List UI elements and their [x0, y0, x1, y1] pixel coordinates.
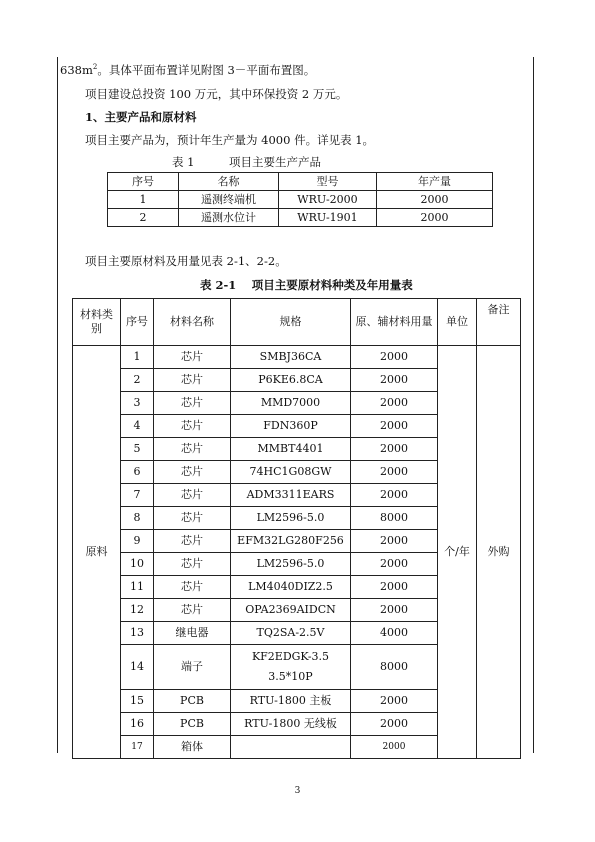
material-name-cell: 芯片: [154, 484, 231, 507]
row-number-cell: 13: [121, 622, 154, 645]
quantity-cell: 2000: [351, 392, 438, 415]
products-paragraph: 项目主要产品为，预计年生产量为 4000 件。详见表 1。: [85, 133, 375, 147]
page-number: 3: [294, 786, 301, 796]
spec-cell: [231, 736, 351, 759]
spec-cell: MMBT4401: [231, 438, 351, 461]
spec-cell: RTU-1800 主板: [231, 690, 351, 713]
table-cell: WRU-2000: [279, 191, 377, 209]
material-name-cell: PCB: [154, 713, 231, 736]
header-cell: 名称: [179, 173, 279, 191]
quantity-cell: 2000: [351, 553, 438, 576]
header-cell: 材料名称: [154, 299, 231, 346]
spec-cell: LM2596-5.0: [231, 553, 351, 576]
table-cell: 2000: [377, 209, 493, 227]
materials-paragraph: 项目主要原材料及用量见表 2-1、2-2。: [85, 254, 287, 268]
table-header-row: [108, 173, 493, 191]
spec-cell: LM4040DIZ2.5: [231, 576, 351, 599]
row-number-cell: 11: [121, 576, 154, 599]
header-cell: 型号: [279, 173, 377, 191]
spec-cell: P6KE6.8CA: [231, 369, 351, 392]
table-row: [73, 346, 521, 369]
row-number-cell: 4: [121, 415, 154, 438]
row-number-cell: 7: [121, 484, 154, 507]
table-cell: WRU-1901: [279, 209, 377, 227]
materials-table: [72, 298, 521, 759]
spec-cell: [231, 645, 351, 690]
table-cell: 2000: [377, 191, 493, 209]
quantity-cell: 2000: [351, 461, 438, 484]
row-number-cell: 8: [121, 507, 154, 530]
row-number-cell: 10: [121, 553, 154, 576]
header-cell: 原、辅材料用量: [351, 299, 438, 346]
quantity-cell: 2000: [351, 690, 438, 713]
quantity-cell: 2000: [351, 736, 438, 759]
row-number-cell: 5: [121, 438, 154, 461]
material-name-cell: 芯片: [154, 369, 231, 392]
material-name-cell: 端子: [154, 645, 231, 690]
spec-cell: EFM32LG280F256: [231, 530, 351, 553]
row-number-cell: 2: [121, 369, 154, 392]
spec-cell: ADM3311EARS: [231, 484, 351, 507]
row-number-cell: 12: [121, 599, 154, 622]
material-name-cell: 芯片: [154, 553, 231, 576]
quantity-cell: 2000: [351, 369, 438, 392]
quantity-cell: 2000: [351, 484, 438, 507]
material-name-cell: 芯片: [154, 599, 231, 622]
row-number-cell: 16: [121, 713, 154, 736]
table-header-row: [73, 299, 521, 346]
table1-caption: 表 1 项目主要生产产品: [172, 155, 321, 169]
spec-line: KF2EDGK-3.5: [251, 650, 330, 663]
row-number-cell: 14: [121, 645, 154, 690]
spec-cell: LM2596-5.0: [231, 507, 351, 530]
area-line: $638m^2$。具体平面布置详见附图 3－平面布置图。: [60, 63, 316, 77]
quantity-cell: 8000: [351, 645, 438, 690]
material-name-cell: 芯片: [154, 461, 231, 484]
table-cell: 2: [108, 209, 179, 227]
material-name-cell: 芯片: [154, 346, 231, 369]
table-cell: 遥测终端机: [179, 191, 279, 209]
header-cell: 年产量: [377, 173, 493, 191]
header-cell: 备注: [477, 299, 521, 346]
spec-cell: TQ2SA-2.5V: [231, 622, 351, 645]
table-row: [108, 191, 493, 209]
row-number-cell: 1: [121, 346, 154, 369]
spec-cell: FDN360P: [231, 415, 351, 438]
spec-cell: SMBJ36CA: [231, 346, 351, 369]
quantity-cell: 2000: [351, 346, 438, 369]
material-name-cell: 芯片: [154, 438, 231, 461]
material-name-cell: 继电器: [154, 622, 231, 645]
header-cell: 材料类别: [73, 299, 121, 346]
table-row: [108, 209, 493, 227]
quantity-cell: 2000: [351, 438, 438, 461]
products-table: [107, 172, 493, 227]
material-name-cell: 芯片: [154, 507, 231, 530]
spec-line: 3.5*10P: [268, 670, 313, 683]
header-cell: 规格: [231, 299, 351, 346]
quantity-cell: 2000: [351, 576, 438, 599]
quantity-cell: 2000: [351, 713, 438, 736]
table-cell: 1: [108, 191, 179, 209]
row-number-cell: 17: [121, 736, 154, 759]
remark-cell: 外购: [477, 346, 521, 759]
section-heading: 1、主要产品和原材料: [85, 110, 197, 124]
quantity-cell: 2000: [351, 599, 438, 622]
header-cell: 序号: [108, 173, 179, 191]
material-name-cell: PCB: [154, 690, 231, 713]
row-number-cell: 9: [121, 530, 154, 553]
quantity-cell: 2000: [351, 530, 438, 553]
spec-cell: OPA2369AIDCN: [231, 599, 351, 622]
header-cell: 单位: [438, 299, 477, 346]
material-name-cell: 芯片: [154, 530, 231, 553]
unit-cell: 个/年: [438, 346, 477, 759]
table-cell: 遥测水位计: [179, 209, 279, 227]
spec-cell: RTU-1800 无线板: [231, 713, 351, 736]
material-name-cell: 芯片: [154, 392, 231, 415]
table2-caption: 表 2-1 项目主要原材料种类及年用量表: [200, 278, 413, 292]
material-name-cell: 箱体: [154, 736, 231, 759]
row-number-cell: 15: [121, 690, 154, 713]
header-cell: 序号: [121, 299, 154, 346]
quantity-cell: 2000: [351, 415, 438, 438]
row-number-cell: 6: [121, 461, 154, 484]
spec-cell: MMD7000: [231, 392, 351, 415]
quantity-cell: 8000: [351, 507, 438, 530]
category-cell: 原料: [73, 346, 121, 759]
quantity-cell: 4000: [351, 622, 438, 645]
investment-paragraph: 项目建设总投资 100 万元，其中环保投资 2 万元。: [85, 87, 348, 101]
row-number-cell: 3: [121, 392, 154, 415]
material-name-cell: 芯片: [154, 576, 231, 599]
spec-cell: 74HC1G08GW: [231, 461, 351, 484]
material-name-cell: 芯片: [154, 415, 231, 438]
